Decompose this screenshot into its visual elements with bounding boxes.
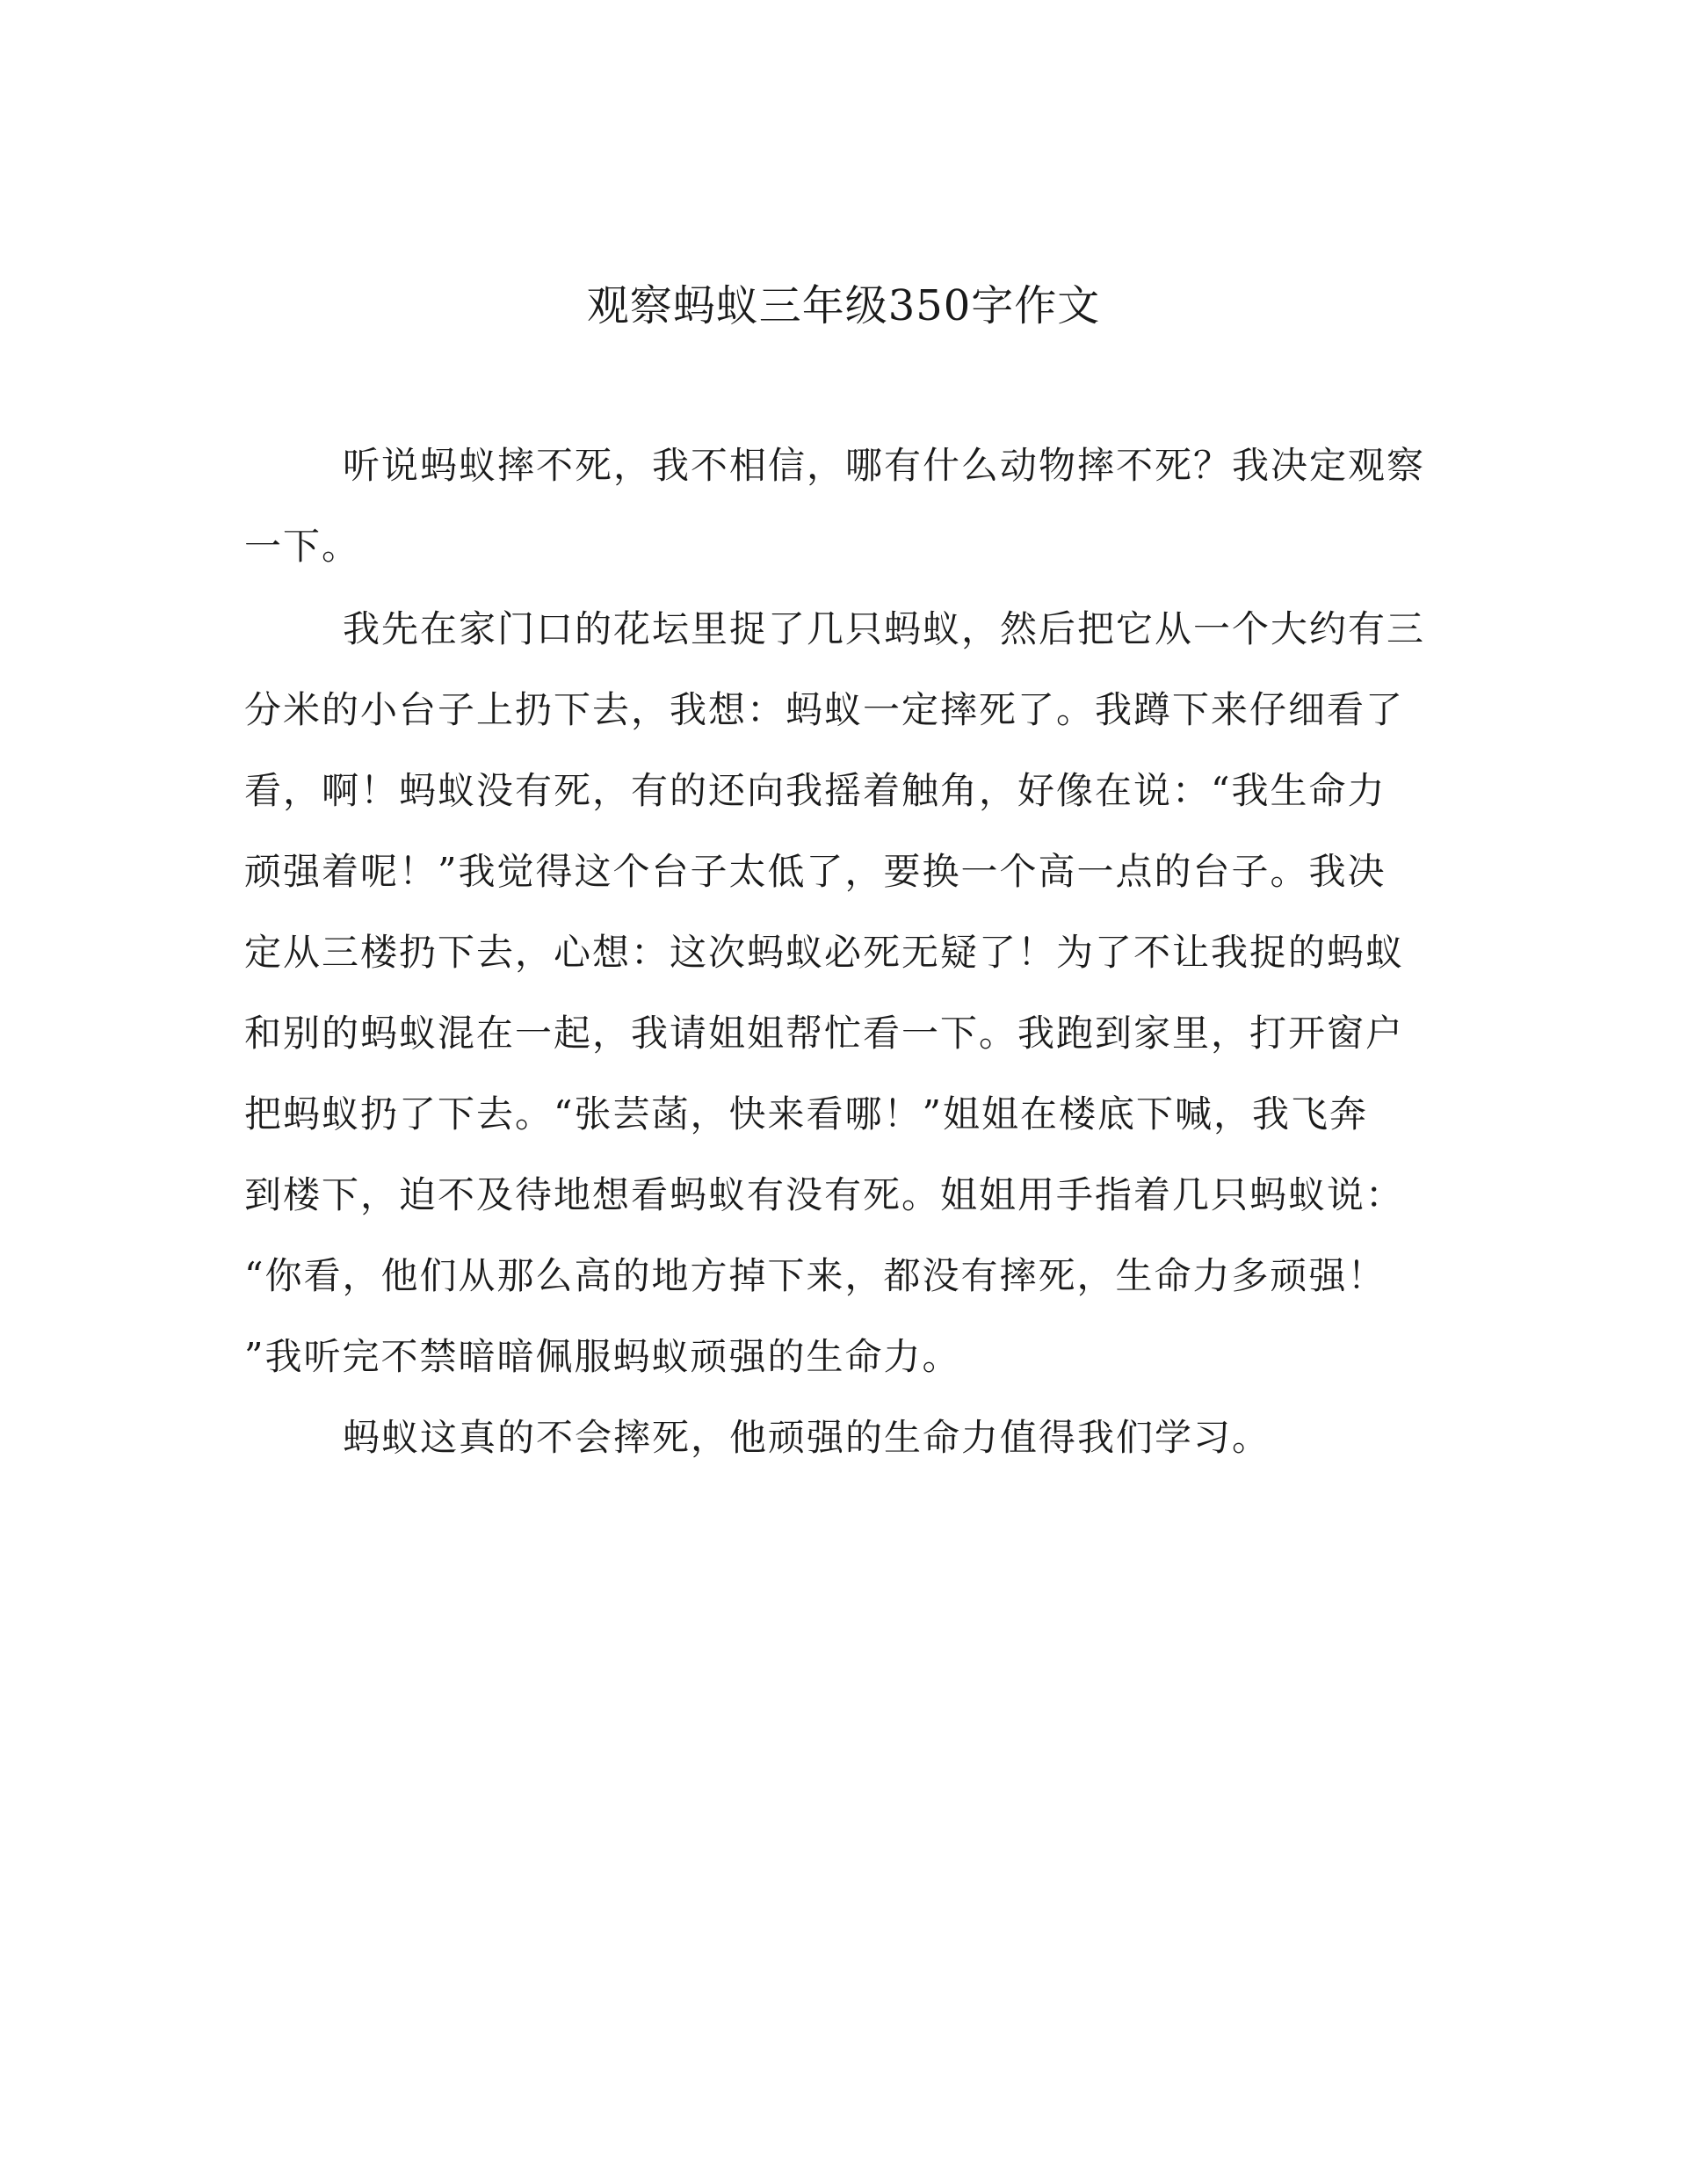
paragraph-2-line-9: “你看，他们从那么高的地方掉下来，都没有摔死，生命力多顽强！ [244, 1254, 1387, 1297]
paragraph-2-line-2: 分米的小台子上扔下去，我想：蚂蚁一定摔死了。我蹲下来仔细看了 [244, 688, 1405, 731]
paragraph-2-line-4: 顽强着呢！”我觉得这个台子太低了，要换一个高一点的台子。我决 [244, 850, 1387, 893]
paragraph-3-line-1: 蚂蚁这真的不会摔死，他顽强的生命力值得我们学习。 [343, 1416, 1271, 1459]
paragraph-2-line-1: 我先在家门口的花坛里捉了几只蚂蚁，然后把它从一个大约有三 [343, 607, 1426, 650]
paragraph-1-line-2: 一下。 [244, 525, 361, 568]
paragraph-2-line-5: 定从三楼扔下去，心想：这次蚂蚁必死无疑了！为了不让我捉的蚂蚁 [244, 931, 1405, 974]
paragraph-2-line-6: 和别的蚂蚁混在一起，我请姐姐帮忙看一下。我跑到家里，打开窗户 [244, 1012, 1405, 1055]
paragraph-2-line-3: 看，啊！蚂蚁没有死，有的还向我摇着触角，好像在说：“我生命力 [244, 769, 1387, 812]
paragraph-2-line-8: 到楼下，迫不及待地想看蚂蚁有没有死。姐姐用手指着几只蚂蚁说： [244, 1173, 1405, 1216]
paragraph-2-line-10: ”我听完不禁暗暗佩服蚂蚁顽强的生命力。 [244, 1335, 961, 1378]
paragraph-2-line-7: 把蚂蚁扔了下去。“张芸菡，快来看哪！”姐姐在楼底下喊，我飞奔 [244, 1092, 1368, 1136]
document-title: 观察蚂蚁三年级350字作文 [586, 281, 1101, 330]
paragraph-1-line-1: 听说蚂蚁摔不死，我不相信，哪有什么动物摔不死？我决定观察 [343, 444, 1426, 487]
